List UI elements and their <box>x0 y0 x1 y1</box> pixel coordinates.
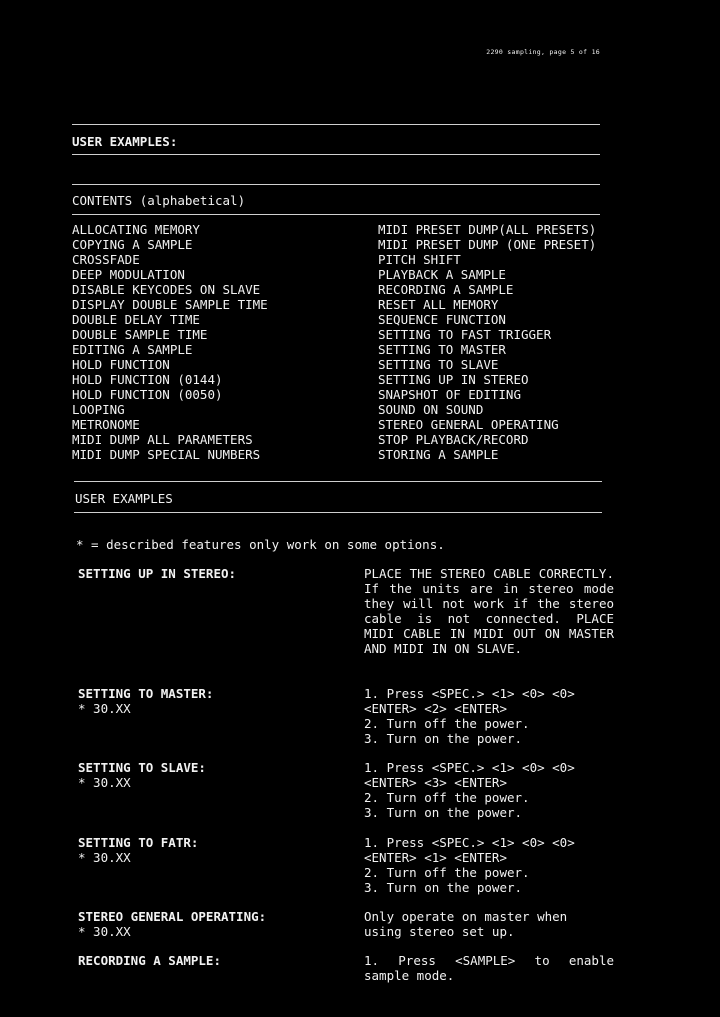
contents-item: STOP PLAYBACK/RECORD <box>378 432 529 447</box>
entry-instructions <box>364 686 614 746</box>
contents-title: CONTENTS (alphabetical) <box>72 193 246 208</box>
entry-title: STEREO GENERAL OPERATING: <box>78 909 267 924</box>
contents-item: SNAPSHOT OF EDITING <box>378 387 521 402</box>
instruction-line: Only operate on master when <box>364 909 568 924</box>
instruction-line: 3. Turn on the power. <box>364 880 523 895</box>
divider <box>74 481 602 482</box>
divider <box>74 512 602 513</box>
contents-item: PLAYBACK A SAMPLE <box>378 267 506 282</box>
instruction-line: using stereo set up. <box>364 924 515 939</box>
contents-item: MIDI PRESET DUMP(ALL PRESETS) <box>378 222 597 237</box>
contents-item: COPYING A SAMPLE <box>72 237 193 252</box>
contents-item: HOLD FUNCTION (0050) <box>72 387 223 402</box>
contents-item: SETTING UP IN STEREO <box>378 372 529 387</box>
entry-title: SETTING TO FATR: <box>78 835 199 850</box>
contents-item: DOUBLE DELAY TIME <box>72 312 200 327</box>
instruction-line: 2. Turn off the power. <box>364 865 530 880</box>
entry-instructions <box>364 760 614 820</box>
contents-item: MIDI DUMP ALL PARAMETERS <box>72 432 253 447</box>
contents-item: HOLD FUNCTION <box>72 357 170 372</box>
entry-recording-sample <box>78 953 338 968</box>
entry-title: SETTING TO MASTER: <box>78 686 214 701</box>
contents-item: MIDI PRESET DUMP (ONE PRESET) <box>378 237 597 252</box>
entry-instructions <box>364 835 614 895</box>
entry-instructions <box>364 566 614 656</box>
contents-item: RESET ALL MEMORY <box>378 297 499 312</box>
instruction-line: 2. Turn off the power. <box>364 790 530 805</box>
contents-item: DEEP MODULATION <box>72 267 185 282</box>
instruction-line: <ENTER> <3> <ENTER> <box>364 775 507 790</box>
instruction-line: 3. Turn on the power. <box>364 805 523 820</box>
entry-title: SETTING UP IN STEREO: <box>78 566 237 581</box>
instruction-line: 1. Press <SPEC.> <1> <0> <0> <box>364 760 575 775</box>
contents-item: HOLD FUNCTION (0144) <box>72 372 223 387</box>
contents-item: ALLOCATING MEMORY <box>72 222 200 237</box>
contents-item: STEREO GENERAL OPERATING <box>378 417 559 432</box>
contents-left-column <box>72 222 268 462</box>
page-header: 2290 sampling, page 5 of 16 <box>486 48 600 56</box>
contents-item: SETTING TO SLAVE <box>378 357 499 372</box>
contents-item: DOUBLE SAMPLE TIME <box>72 327 208 342</box>
instruction-text: PLACE THE STEREO CABLE CORRECTLY. If the units are in stereo mode they will not work if the stereo cable is not connected. PLACE MIDI CABLE IN MIDI OUT ON MASTER AND MIDI IN ON SLAVE. <box>364 566 614 656</box>
entry-setting-fatr <box>78 835 338 865</box>
entry-version: * 30.XX <box>78 701 131 716</box>
feature-note: * = described features only work on some options. <box>76 537 445 552</box>
contents-item: SETTING TO FAST TRIGGER <box>378 327 552 342</box>
contents-item: SOUND ON SOUND <box>378 402 484 417</box>
instruction-line: 1. Press <SPEC.> <1> <0> <0> <box>364 686 575 701</box>
instruction-line: 1. Press <SPEC.> <1> <0> <0> <box>364 835 575 850</box>
contents-item: SETTING TO MASTER <box>378 342 506 357</box>
contents-item: SEQUENCE FUNCTION <box>378 312 506 327</box>
entry-setting-up-stereo <box>78 566 338 581</box>
section-title: USER EXAMPLES: <box>72 134 178 149</box>
contents-item: RECORDING A SAMPLE <box>378 282 514 297</box>
instruction-line: 2. Turn off the power. <box>364 716 530 731</box>
contents-item: METRONOME <box>72 417 140 432</box>
divider <box>72 154 600 155</box>
divider <box>72 184 600 185</box>
instruction-text: 1. Press <SAMPLE> to enable sample mode. <box>364 953 614 983</box>
entry-version: * 30.XX <box>78 924 131 939</box>
entry-setting-slave <box>78 760 338 790</box>
contents-item: STORING A SAMPLE <box>378 447 499 462</box>
instruction-line: 3. Turn on the power. <box>364 731 523 746</box>
divider <box>72 214 600 215</box>
contents-item: CROSSFADE <box>72 252 140 267</box>
instruction-line: <ENTER> <1> <ENTER> <box>364 850 507 865</box>
contents-right-column <box>378 222 596 462</box>
entry-setting-master <box>78 686 338 716</box>
contents-item: DISABLE KEYCODES ON SLAVE <box>72 282 261 297</box>
contents-item: LOOPING <box>72 402 125 417</box>
divider <box>72 124 600 125</box>
entry-stereo-general <box>78 909 338 939</box>
instruction-line: <ENTER> <2> <ENTER> <box>364 701 507 716</box>
contents-item: MIDI DUMP SPECIAL NUMBERS <box>72 447 261 462</box>
contents-item: EDITING A SAMPLE <box>72 342 193 357</box>
contents-item: PITCH SHIFT <box>378 252 461 267</box>
entry-version: * 30.XX <box>78 850 131 865</box>
entry-title: SETTING TO SLAVE: <box>78 760 206 775</box>
entry-version: * 30.XX <box>78 775 131 790</box>
entry-title: RECORDING A SAMPLE: <box>78 953 221 968</box>
entry-instructions <box>364 953 614 983</box>
entry-instructions <box>364 909 614 939</box>
contents-item: DISPLAY DOUBLE SAMPLE TIME <box>72 297 268 312</box>
examples-title: USER EXAMPLES <box>75 491 173 506</box>
